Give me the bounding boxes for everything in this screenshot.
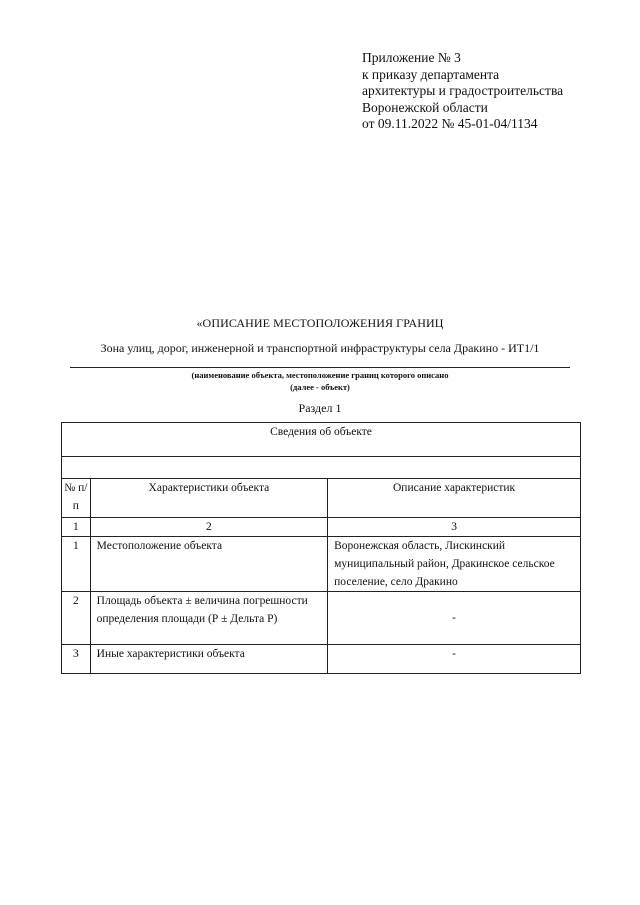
row-characteristic: Площадь объекта ± величина погрешности определения площади (Р ± Дельта Р) — [90, 592, 327, 645]
column-header-characteristic: Характеристики объекта — [90, 479, 327, 518]
object-name: Зона улиц, дорог, инженерной и транспортной инфраструктуры села Дракино - ИТ1/1 — [100, 341, 540, 355]
row-characteristic: Иные характеристики объекта — [90, 645, 327, 674]
column-header-num: № п/п — [62, 479, 91, 518]
object-caption-continued: (далее - объект) — [290, 382, 350, 392]
row-description: - — [328, 592, 581, 645]
table-spacer-row — [62, 457, 581, 479]
object-info-table — [61, 422, 581, 674]
table-row — [62, 645, 581, 674]
appendix-line: к приказу департамента — [362, 66, 500, 82]
appendix-line: от 09.11.2022 № 45-01-04/1134 — [362, 116, 538, 131]
table-header: Сведения об объекте — [62, 423, 581, 457]
appendix-line: Приложение № 3 — [362, 50, 461, 65]
table-row — [62, 537, 581, 592]
table-header-row — [62, 423, 581, 457]
column-header-description: Описание характеристик — [328, 479, 581, 518]
appendix-line: Воронежской области — [362, 99, 488, 115]
index-cell: 1 — [62, 518, 91, 537]
underline-divider — [70, 367, 570, 368]
row-num: 2 — [62, 592, 91, 645]
row-num: 1 — [62, 537, 91, 592]
index-cell: 3 — [328, 518, 581, 537]
table-column-headers — [62, 479, 581, 518]
index-cell: 2 — [90, 518, 327, 537]
object-caption: (наименование объекта, местоположение границ которого описано — [191, 370, 449, 380]
row-description: Воронежская область, Лискинский муниципальный район, Дракинское сельское поселение, село Дракино — [328, 537, 581, 592]
row-description: - — [328, 645, 581, 674]
document-title: «ОПИСАНИЕ МЕСТОПОЛОЖЕНИЯ ГРАНИЦ — [196, 316, 444, 330]
appendix-block — [362, 50, 563, 133]
row-num: 3 — [62, 645, 91, 674]
appendix-line: архитектуры и градостроительства — [362, 83, 564, 98]
row-characteristic: Местоположение объекта — [90, 537, 327, 592]
table-row — [62, 592, 581, 645]
table-index-row — [62, 518, 581, 537]
table-spacer-cell — [62, 457, 581, 479]
section-title: Раздел 1 — [298, 401, 342, 415]
